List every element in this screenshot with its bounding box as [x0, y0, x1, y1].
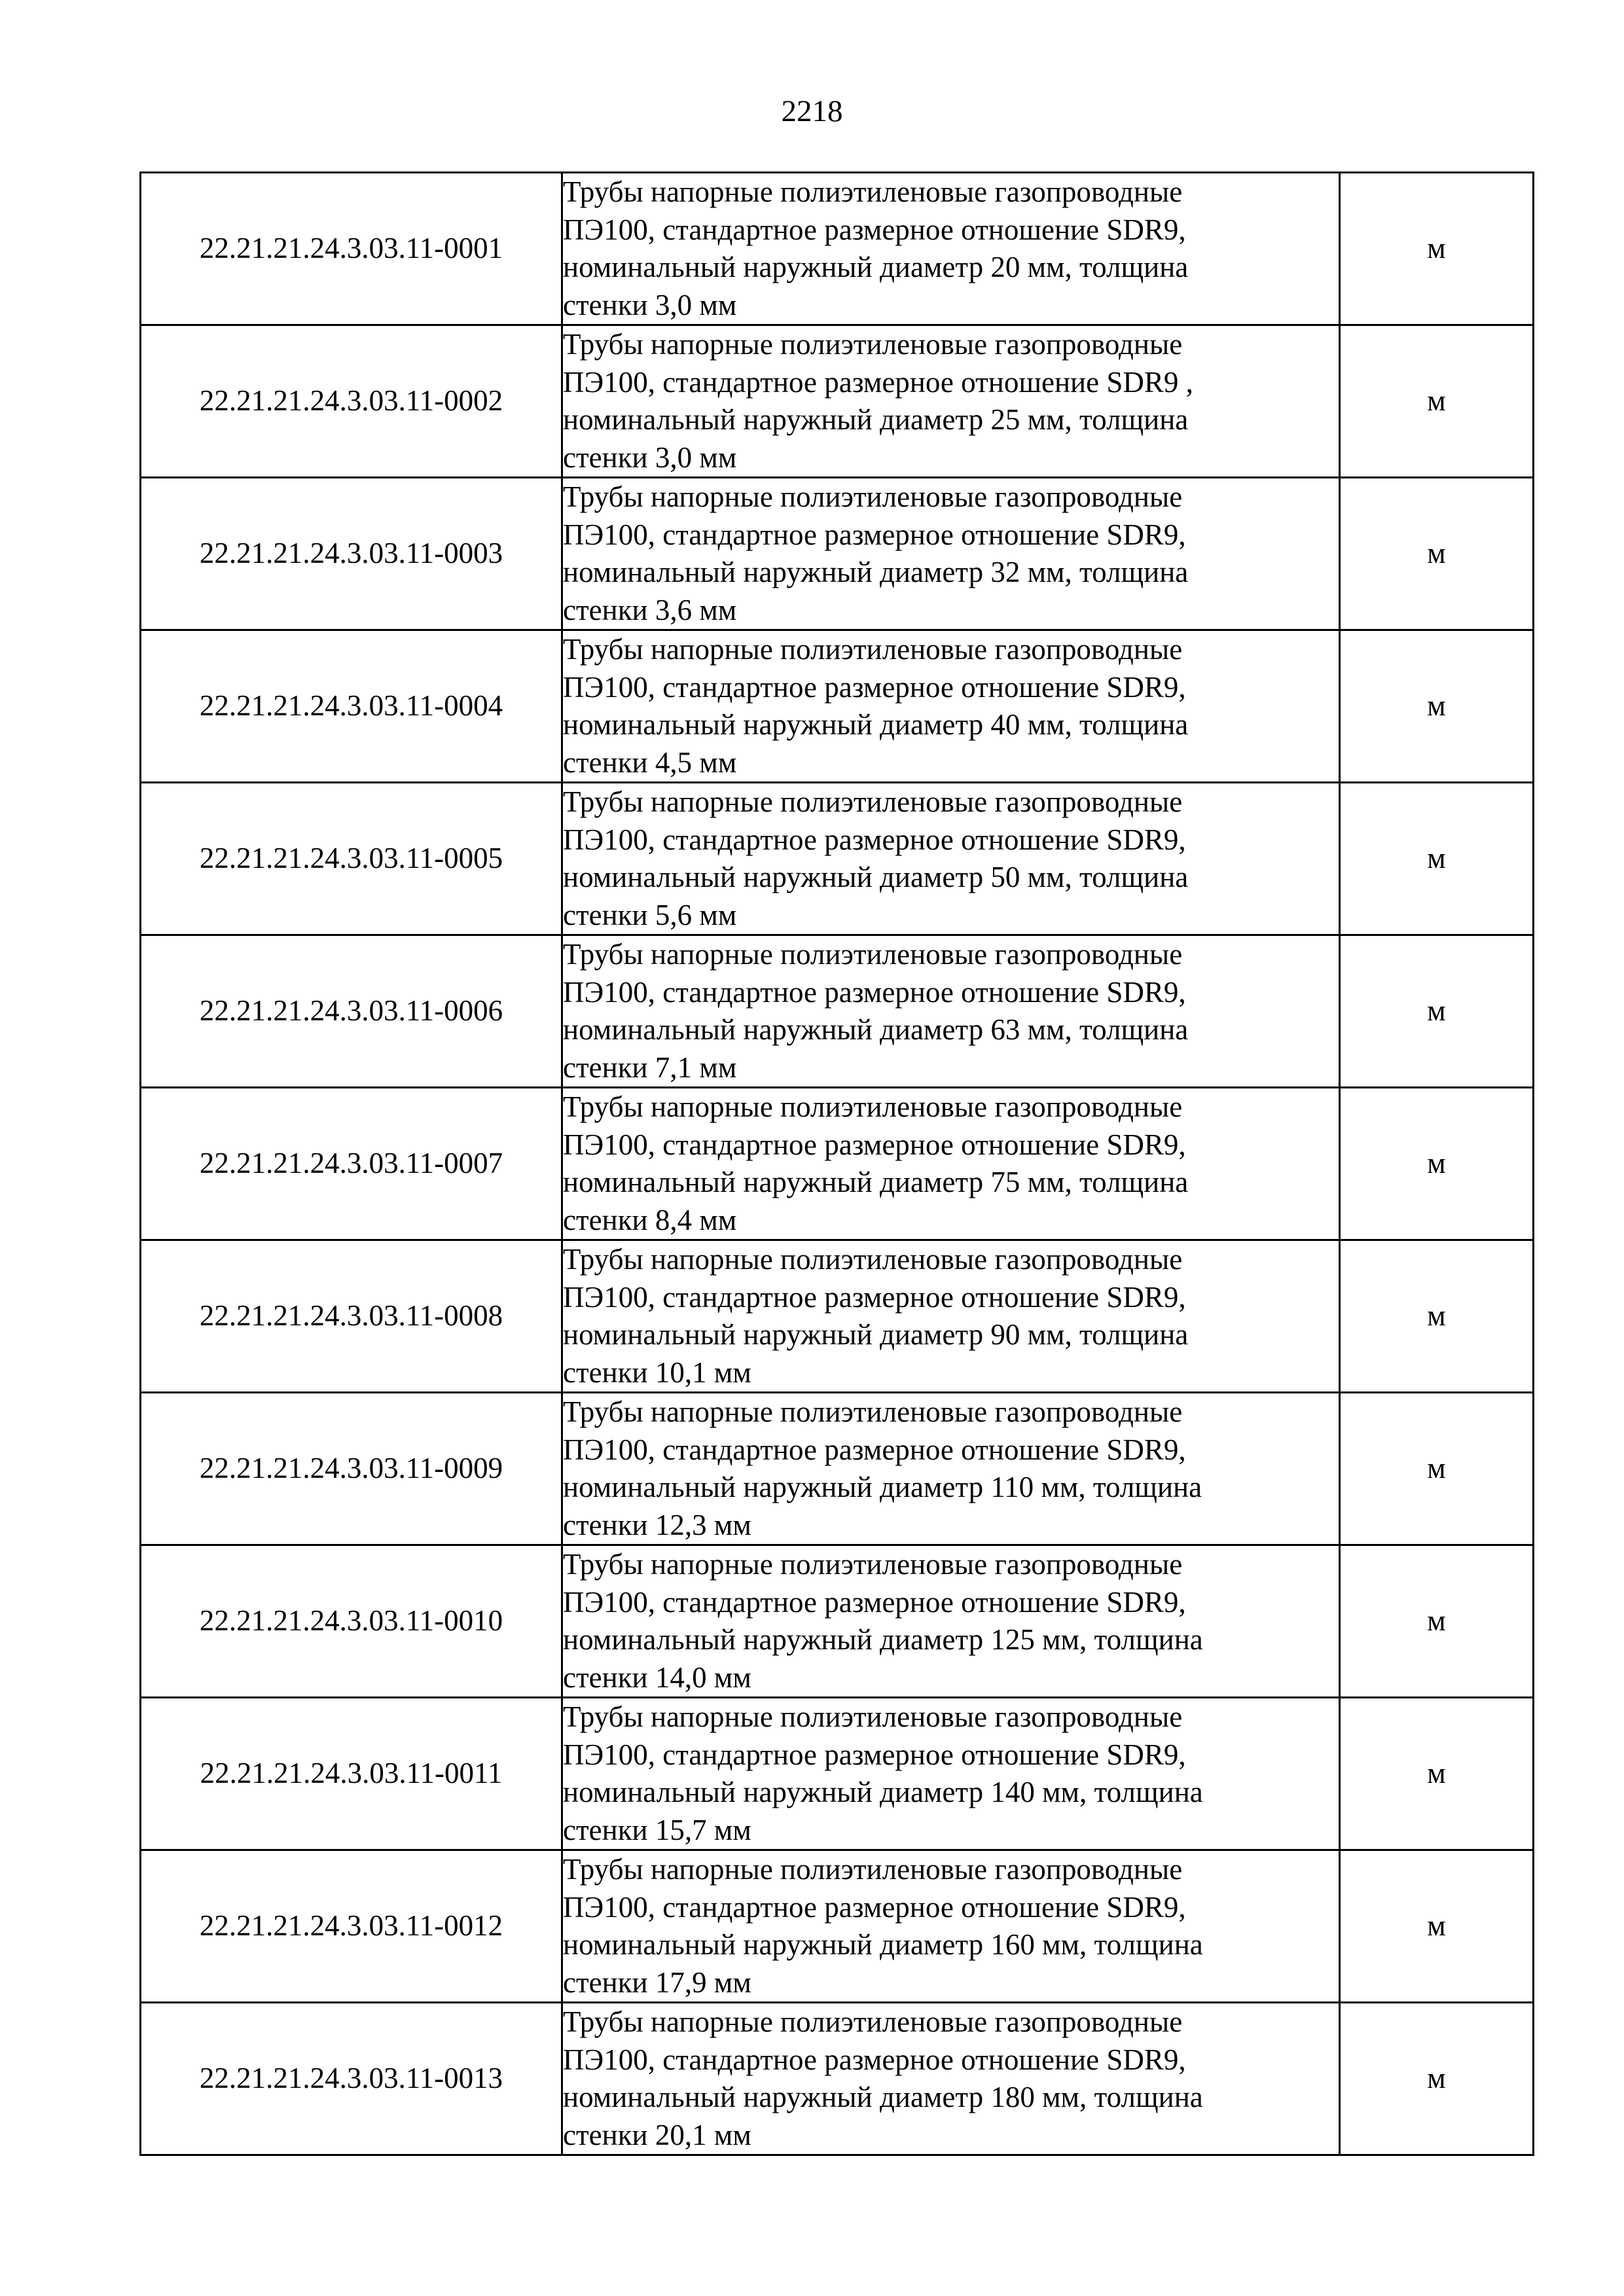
- unit-of-measure: м: [1340, 1240, 1534, 1393]
- table-row: [141, 1393, 1534, 1545]
- description-line: Трубы напорные полиэтиленовые газопроводные: [563, 1395, 1183, 1428]
- description-line: Трубы напорные полиэтиленовые газопроводные: [563, 2005, 1183, 2038]
- description-line: ПЭ100, стандартное размерное отношение SDR9 ,: [563, 365, 1193, 399]
- resource-code: 22.21.21.24.3.03.11-0012: [141, 1850, 562, 2003]
- description-line: номинальный наружный диаметр 160 мм, толщина: [563, 1928, 1203, 1961]
- description-line: номинальный наружный диаметр 90 мм, толщина: [563, 1318, 1189, 1351]
- description-line: ПЭ100, стандартное размерное отношение SDR9,: [563, 823, 1186, 856]
- resource-description: [562, 1393, 1340, 1545]
- description-line: номинальный наружный диаметр 63 мм, толщина: [563, 1013, 1189, 1046]
- description-line: стенки 3,0 мм: [563, 440, 737, 474]
- description-line: Трубы напорные полиэтиленовые газопроводные: [563, 1700, 1183, 1733]
- resource-description: [562, 325, 1340, 478]
- description-line: стенки 20,1 мм: [563, 2118, 751, 2151]
- resource-description: [562, 935, 1340, 1088]
- description-line: стенки 7,1 мм: [563, 1050, 737, 1084]
- description-line: стенки 14,0 мм: [563, 1660, 751, 1694]
- description-line: номинальный наружный диаметр 32 мм, толщина: [563, 556, 1189, 588]
- unit-of-measure: м: [1340, 1393, 1534, 1545]
- description-line: Трубы напорные полиэтиленовые газопроводные: [563, 1243, 1183, 1276]
- unit-of-measure: м: [1340, 1698, 1534, 1850]
- description-line: стенки 15,7 мм: [563, 1813, 751, 1846]
- resource-description: [562, 478, 1340, 630]
- resource-description: [562, 1088, 1340, 1240]
- resource-description: [562, 1698, 1340, 1850]
- unit-of-measure: м: [1340, 1850, 1534, 2003]
- unit-of-measure: м: [1340, 783, 1534, 935]
- description-line: ПЭ100, стандартное размерное отношение SDR9,: [563, 1280, 1186, 1314]
- description-line: номинальный наружный диаметр 20 мм, толщина: [563, 251, 1189, 283]
- resource-code: 22.21.21.24.3.03.11-0007: [141, 1088, 562, 1240]
- description-line: ПЭ100, стандартное размерное отношение SDR9,: [563, 1128, 1186, 1161]
- resource-code: 22.21.21.24.3.03.11-0002: [141, 325, 562, 478]
- description-line: Трубы напорные полиэтиленовые газопроводные: [563, 785, 1183, 818]
- resource-code: 22.21.21.24.3.03.11-0013: [141, 2003, 562, 2155]
- resource-code: 22.21.21.24.3.03.11-0009: [141, 1393, 562, 1545]
- unit-of-measure: м: [1340, 478, 1534, 630]
- resource-description: [562, 1850, 1340, 2003]
- description-line: номинальный наружный диаметр 180 мм, толщина: [563, 2081, 1203, 2113]
- resource-code: 22.21.21.24.3.03.11-0010: [141, 1545, 562, 1698]
- description-line: ПЭ100, стандартное размерное отношение SDR9,: [563, 1738, 1186, 1771]
- description-line: ПЭ100, стандартное размерное отношение SDR9,: [563, 1433, 1186, 1466]
- resource-code: 22.21.21.24.3.03.11-0003: [141, 478, 562, 630]
- resource-code: 22.21.21.24.3.03.11-0001: [141, 173, 562, 325]
- unit-of-measure: м: [1340, 325, 1534, 478]
- items-table-body: [141, 173, 1534, 2155]
- resource-code: 22.21.21.24.3.03.11-0008: [141, 1240, 562, 1393]
- description-line: Трубы напорные полиэтиленовые газопроводные: [563, 1090, 1183, 1123]
- resource-code: 22.21.21.24.3.03.11-0004: [141, 630, 562, 783]
- resource-description: [562, 2003, 1340, 2155]
- table-row: [141, 630, 1534, 783]
- description-line: номинальный наружный диаметр 125 мм, толщина: [563, 1623, 1203, 1656]
- table-row: [141, 1850, 1534, 2003]
- description-line: стенки 3,6 мм: [563, 593, 737, 626]
- table-row: [141, 173, 1534, 325]
- resource-description: [562, 1240, 1340, 1393]
- unit-of-measure: м: [1340, 2003, 1534, 2155]
- description-line: ПЭ100, стандартное размерное отношение SDR9,: [563, 213, 1186, 246]
- description-line: стенки 4,5 мм: [563, 745, 737, 779]
- description-line: номинальный наружный диаметр 140 мм, толщина: [563, 1776, 1203, 1808]
- description-line: Трубы напорные полиэтиленовые газопроводные: [563, 633, 1183, 666]
- table-row: [141, 325, 1534, 478]
- resource-code: 22.21.21.24.3.03.11-0006: [141, 935, 562, 1088]
- table-row: [141, 1240, 1534, 1393]
- description-line: номинальный наружный диаметр 40 мм, толщина: [563, 708, 1189, 741]
- description-line: Трубы напорные полиэтиленовые газопроводные: [563, 480, 1183, 513]
- resource-code: 22.21.21.24.3.03.11-0005: [141, 783, 562, 935]
- description-line: Трубы напорные полиэтиленовые газопроводные: [563, 1548, 1183, 1581]
- table-row: [141, 783, 1534, 935]
- table-row: [141, 1698, 1534, 1850]
- description-line: номинальный наружный диаметр 75 мм, толщина: [563, 1166, 1189, 1198]
- resource-description: [562, 1545, 1340, 1698]
- unit-of-measure: м: [1340, 1088, 1534, 1240]
- table-row: [141, 935, 1534, 1088]
- description-line: стенки 8,4 мм: [563, 1203, 737, 1236]
- description-line: ПЭ100, стандартное размерное отношение SDR9,: [563, 1585, 1186, 1619]
- description-line: номинальный наружный диаметр 50 мм, толщина: [563, 861, 1189, 893]
- table-row: [141, 1088, 1534, 1240]
- description-line: Трубы напорные полиэтиленовые газопроводные: [563, 938, 1183, 971]
- unit-of-measure: м: [1340, 935, 1534, 1088]
- resource-description: [562, 630, 1340, 783]
- description-line: стенки 17,9 мм: [563, 1965, 751, 1999]
- page-number: 2218: [781, 94, 843, 128]
- description-line: стенки 3,0 мм: [563, 288, 737, 321]
- unit-of-measure: м: [1340, 1545, 1534, 1698]
- description-line: номинальный наружный диаметр 110 мм, толщина: [563, 1471, 1202, 1503]
- resource-code: 22.21.21.24.3.03.11-0011: [141, 1698, 562, 1850]
- description-line: стенки 10,1 мм: [563, 1355, 751, 1389]
- description-line: ПЭ100, стандартное размерное отношение SDR9,: [563, 2043, 1186, 2076]
- description-line: Трубы напорные полиэтиленовые газопроводные: [563, 1853, 1183, 1886]
- description-line: Трубы напорные полиэтиленовые газопроводные: [563, 328, 1183, 361]
- description-line: ПЭ100, стандартное размерное отношение SDR9,: [563, 1890, 1186, 1924]
- description-line: ПЭ100, стандартное размерное отношение SDR9,: [563, 975, 1186, 1009]
- description-line: стенки 12,3 мм: [563, 1508, 751, 1541]
- description-line: стенки 5,6 мм: [563, 898, 737, 931]
- description-line: ПЭ100, стандартное размерное отношение SDR9,: [563, 518, 1186, 551]
- items-table: [139, 171, 1534, 2156]
- resource-description: [562, 173, 1340, 325]
- table-row: [141, 1545, 1534, 1698]
- unit-of-measure: м: [1340, 630, 1534, 783]
- description-line: номинальный наружный диаметр 25 мм, толщина: [563, 403, 1189, 436]
- resource-description: [562, 783, 1340, 935]
- table-row: [141, 478, 1534, 630]
- description-line: ПЭ100, стандартное размерное отношение SDR9,: [563, 670, 1186, 704]
- description-line: Трубы напорные полиэтиленовые газопроводные: [563, 175, 1183, 208]
- unit-of-measure: м: [1340, 173, 1534, 325]
- table-row: [141, 2003, 1534, 2155]
